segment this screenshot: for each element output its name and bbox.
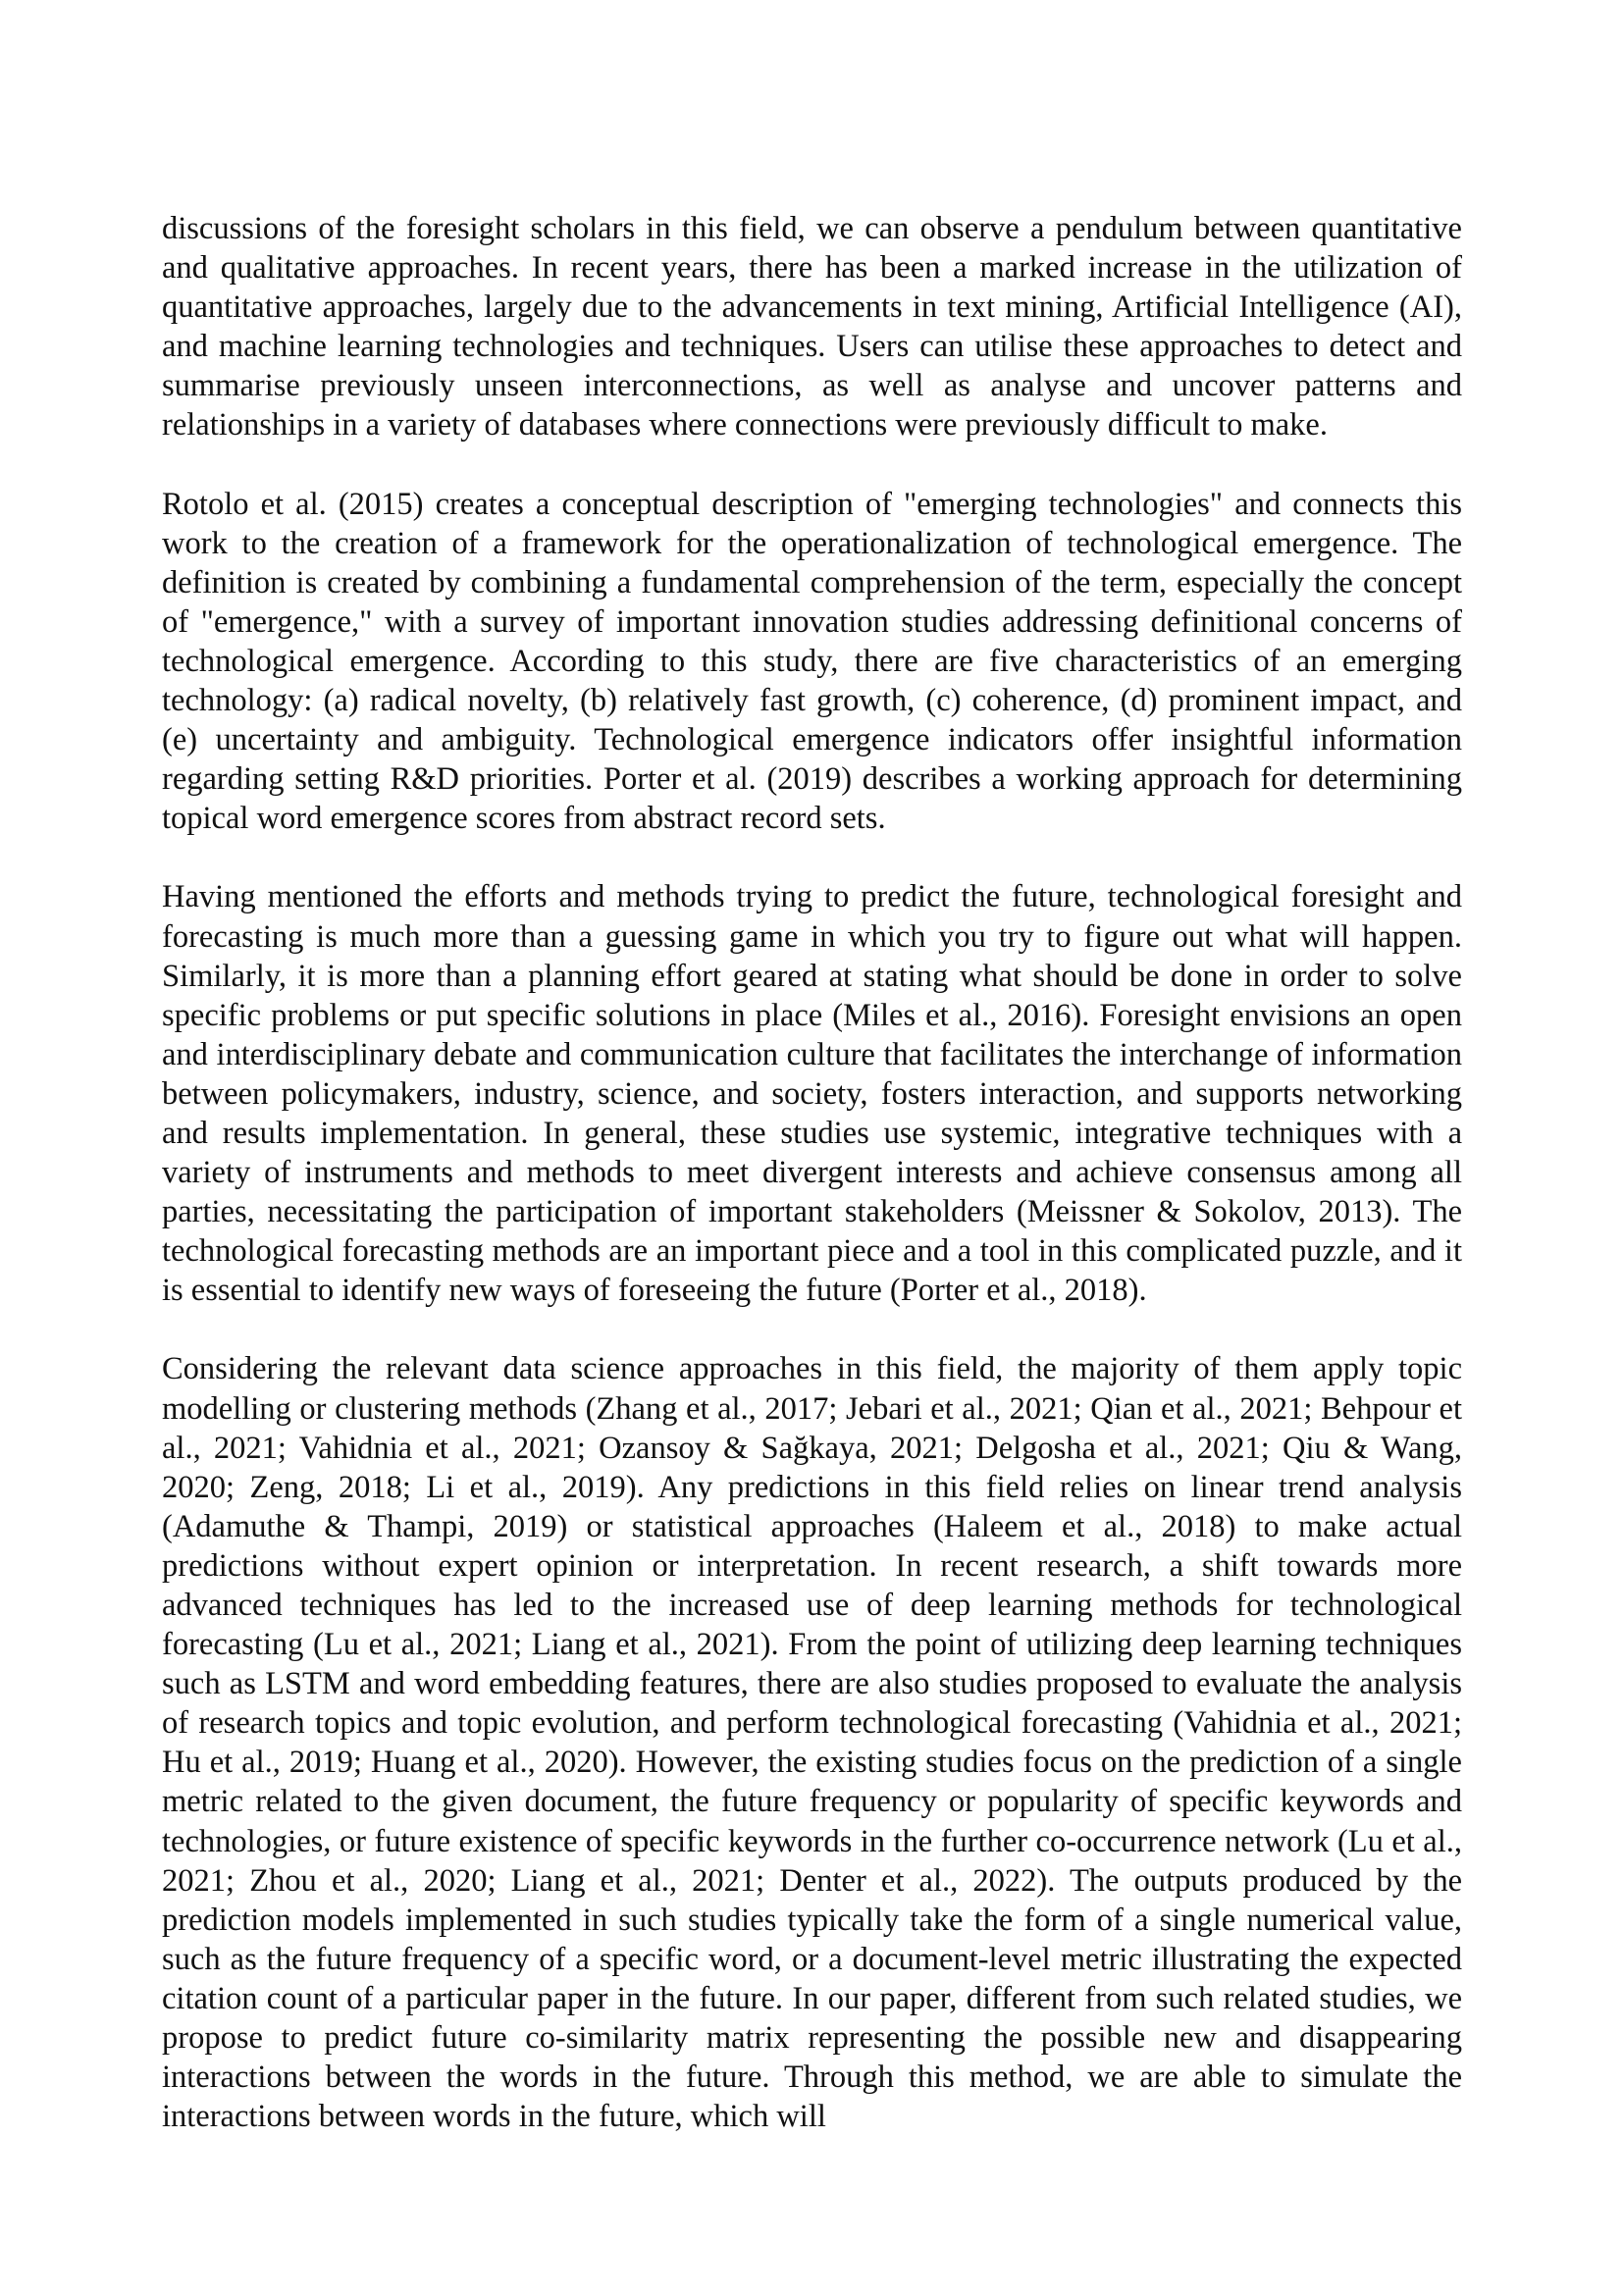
paper-page-body: [162, 209, 1462, 2175]
paragraph-foresight-forecasting: Having mentioned the efforts and methods trying to predict the future, technological foresight and forecasting is much more than a guessing game in which you try to figure out what will happen. Similarly, it is more than a planning effort geared at stating what should be done in order to solve specific problems or put specific solutions in place (Miles et al., 2016). Foresight envisions an open and interdisciplinary debate and communication culture that facilitates the interchange of information between policymakers, industry, science, and society, fosters interaction, and supports networking and results implementation. In general, these studies use systemic, integrative techniques with a variety of instruments and methods to meet divergent interests and achieve consensus among all parties, necessitating the participation of important stakeholders (Meissner & Sokolov, 2013). The technological forecasting methods are an important piece and a tool in this complicated puzzle, and it is essential to identify new ways of foreseeing the future (Porter et al., 2018).: [162, 879, 1462, 1309]
paragraph-quantitative-approaches: discussions of the foresight scholars in this field, we can observe a pendulum between quantitative and qualitative approaches. In recent years, there has been a marked increase in the utilization of quantitative approaches, largely due to the advancements in text mining, Artificial Intelligence (AI), and machine learning technologies and techniques. Users can utilise these approaches to detect and summarise previously unseen interconnections, as well as analyse and uncover patterns and relationships in a variety of databases where connections were previously difficult to make.: [162, 211, 1462, 443]
paragraph-data-science-approaches: Considering the relevant data science approaches in this field, the majority of them apply topic modelling or clustering methods (Zhang et al., 2017; Jebari et al., 2021; Qian et al., 2021; Behpour et al., 2021; Vahidnia et al., 2021; Ozansoy & Sağkaya, 2021; Delgosha et al., 2021; Qiu & Wang, 2020; Zeng, 2018; Li et al., 2019). Any predictions in this field relies on linear trend analysis (Adamuthe & Thampi, 2019) or statistical approaches (Haleem et al., 2018) to make actual predictions without expert opinion or interpretation. In recent research, a shift towards more advanced techniques has led to the increased use of deep learning methods for technological forecasting (Lu et al., 2021; Liang et al., 2021). From the point of utilizing deep learning techniques such as LSTM and word embedding features, there are also studies proposed to evaluate the analysis of research topics and topic evolution, and perform technological forecasting (Vahidnia et al., 2021; Hu et al., 2019; Huang et al., 2020). However, the existing studies focus on the prediction of a single metric related to the given document, the future frequency or popularity of specific keywords and technologies, or future existence of specific keywords in the further co-occurrence network (Lu et al., 2021; Zhou et al., 2020; Liang et al., 2021; Denter et al., 2022). The outputs produced by the prediction models implemented in such studies typically take the form of a single numerical value, such as the future frequency of a specific word, or a document-level metric illustrating the expected citation count of a particular paper in the future. In our paper, different from such related studies, we propose to predict future co-similarity matrix representing the possible new and disappearing interactions between the words in the future. Through this method, we are able to simulate the interactions between words in the future, which will: [162, 1351, 1462, 2135]
paragraph-emerging-technologies: Rotolo et al. (2015) creates a conceptual description of "emerging technologies" and connects this work to the creation of a framework for the operationalization of technological emergence. The definition is created by combining a fundamental comprehension of the term, especially the concept of "emergence," with a survey of important innovation studies addressing definitional concerns of technological emergence. According to this study, there are five characteristics of an emerging technology: (a) radical novelty, (b) relatively fast growth, (c) coherence, (d) prominent impact, and (e) uncertainty and ambiguity. Technological emergence indicators offer insightful information regarding setting R&D priorities. Porter et al. (2019) describes a working approach for determining topical word emergence scores from abstract record sets.: [162, 486, 1462, 837]
